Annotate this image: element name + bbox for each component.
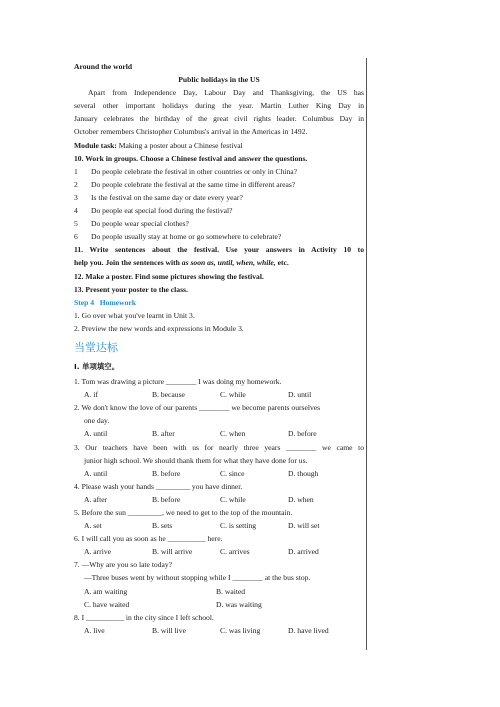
activity-13: 13. Present your poster to the class. <box>74 284 188 294</box>
question-item <box>74 165 364 178</box>
question-number: 2 <box>74 179 78 189</box>
option-d: D. before <box>288 429 317 439</box>
question-stem: 1. Tom was drawing a picture ________ I was doing my homework. <box>74 377 282 387</box>
document-page <box>74 60 364 637</box>
option-c: C. when <box>220 429 246 439</box>
reading-paragraph <box>74 86 364 138</box>
question-text: Do people wear special clothes? <box>91 219 189 229</box>
question-3 <box>74 441 364 480</box>
option-c: C. since <box>220 468 245 478</box>
option-a: A. until <box>84 468 108 478</box>
option-c: C. is setting <box>220 521 257 531</box>
question-item <box>74 230 364 243</box>
activity-12: 12. Make a poster. Find some pictures showing the festival. <box>74 271 264 281</box>
answer-options <box>74 493 364 506</box>
activity-11-conjunctions: as soon as, until, when, while, <box>181 258 276 268</box>
question-stem: 5. Before the sun _________, we need to get to the top of the mountain. <box>74 508 293 517</box>
step-title: Homework <box>99 297 137 307</box>
answer-options <box>74 624 364 637</box>
option-a: A. until <box>84 429 108 439</box>
question-item <box>74 178 364 191</box>
question-4 <box>74 480 364 506</box>
option-c: C. have waited <box>84 599 130 609</box>
question-6 <box>74 532 364 558</box>
option-b: B. sets <box>152 521 173 531</box>
option-a: A. set <box>84 521 102 531</box>
answer-options <box>74 545 364 558</box>
option-c: C. arrives <box>220 547 250 557</box>
option-a: A. if <box>84 390 98 400</box>
question-stem: 2. We don't know the love of our parents ________ we become parents ourselves <box>74 403 321 413</box>
question-number: 4 <box>74 206 78 216</box>
paragraph-line: several other important holidays during the year. Martin Luther King Day in <box>74 101 364 111</box>
option-a: A. am waiting <box>84 586 128 596</box>
module-task-text: Making a poster about a Chinese festival <box>116 140 243 150</box>
module-task-label: Module task: <box>74 140 117 150</box>
option-d: D. when <box>288 494 314 504</box>
option-d: D. until <box>288 390 312 400</box>
option-a: A. arrive <box>84 547 111 557</box>
question-text: Do people eat special food during the festival? <box>91 206 233 216</box>
paragraph-line: January celebrates the birthday of the great civil rights leader. Columbus Day in <box>74 114 364 124</box>
practice-section-heading: Ⅰ. 单项填空。 <box>74 361 120 371</box>
question-number: 5 <box>74 219 78 229</box>
reading-title: Public holidays in the US <box>178 75 260 85</box>
option-c: C. while <box>220 494 246 504</box>
question-1 <box>74 375 364 401</box>
option-b: B. because <box>152 390 185 400</box>
homework-item: 1. Go over what you've learnt in Unit 3. <box>74 310 195 320</box>
paragraph-line: October remembers Christopher Columbus's arrival in the Americas in 1492. <box>74 127 308 137</box>
answer-options <box>74 585 364 598</box>
activity-11-text-end: etc. <box>275 258 289 268</box>
option-c: C. while <box>220 390 246 400</box>
homework-item: 2. Preview the new words and expressions in Module 3. <box>74 323 244 333</box>
option-a: A. after <box>84 494 108 504</box>
option-b: B. waited <box>216 586 246 596</box>
answer-options <box>74 519 364 532</box>
question-number: 6 <box>74 232 78 242</box>
practice-title: 当堂达标 <box>74 340 118 354</box>
step-label: Step 4 <box>74 297 95 307</box>
question-text: Do people usually stay at home or go somewhere to celebrate? <box>91 232 282 242</box>
activity-10-heading: 10. Work in groups. Choose a Chinese festival and answer the questions. <box>74 153 308 163</box>
activity-11-line-2 <box>74 256 364 269</box>
question-text: Do people celebrate the festival at the same time in different areas? <box>91 179 296 189</box>
question-item <box>74 217 364 230</box>
option-d: D. arrived <box>288 547 319 557</box>
option-b: B. will arrive <box>152 547 193 557</box>
question-text: Do people celebrate the festival in other countries or only in China? <box>91 166 298 176</box>
section-heading-around-the-world: Around the world <box>74 62 133 71</box>
answer-options <box>74 388 364 401</box>
activity-11-line-1: 11. Write sentences about the festival. Use your answers in Activity 10 to <box>74 245 364 255</box>
option-b: B. after <box>152 429 175 439</box>
step-4-heading <box>74 296 364 309</box>
option-d: D. though <box>288 468 319 478</box>
question-item <box>74 204 364 217</box>
activity-11-text: help you. Join the sentences with <box>74 258 182 268</box>
activity-10-questions <box>74 165 364 244</box>
module-task <box>74 139 364 152</box>
question-item <box>74 191 364 204</box>
question-number: 1 <box>74 166 78 176</box>
option-d: D. will set <box>288 521 320 531</box>
option-d: D. was waiting <box>216 599 262 609</box>
answer-options <box>74 467 364 480</box>
question-stem: 3. Our teachers have been with us for nearly three years ________ we came to <box>74 442 364 452</box>
paragraph-line: Apart from Independence Day, Labour Day and Thanksgiving, the US has <box>88 88 364 98</box>
answer-options <box>74 598 364 611</box>
question-5 <box>74 506 364 532</box>
right-margin-rule <box>366 58 367 650</box>
question-8 <box>74 611 364 637</box>
question-stem-reply: —Three buses went by without stopping while I ________ at the bus stop. <box>84 573 311 583</box>
question-text: Is the festival on the same day or date every year? <box>91 192 243 202</box>
question-stem-continued: junior high school. We should thank them for what they have done for us. <box>84 455 308 465</box>
option-b: B. will live <box>152 625 186 635</box>
question-stem: 8. I __________ in the city since I left school. <box>74 612 214 622</box>
answer-options <box>74 427 364 440</box>
question-stem: 6. I will call you as soon as he __________ here. <box>74 534 223 544</box>
question-2 <box>74 401 364 440</box>
question-stem-continued: one day. <box>84 416 110 426</box>
question-stem: 4. Please wash your hands _________ you have dinner. <box>74 481 243 491</box>
question-7 <box>74 558 364 610</box>
question-stem: 7. —Why are you so late today? <box>74 560 173 570</box>
option-b: B. before <box>152 468 181 478</box>
option-d: D. have lived <box>288 625 329 635</box>
question-number: 3 <box>74 192 78 202</box>
option-a: A. live <box>84 625 105 635</box>
option-c: C. was living <box>220 625 261 635</box>
option-b: B. before <box>152 494 181 504</box>
